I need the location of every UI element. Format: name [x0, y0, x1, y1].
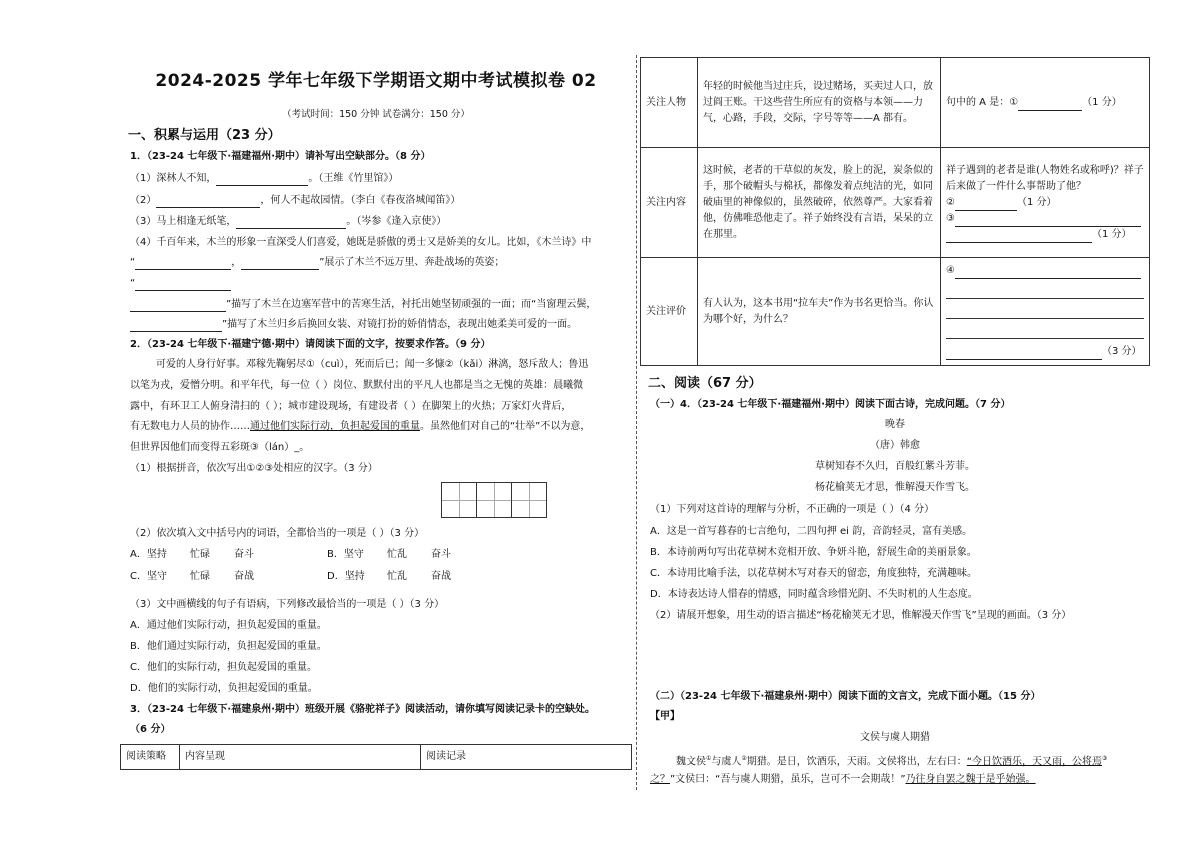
- q2-heading: 2．（23-24 七年级下·福建宁德·期中）请阅读下面的文字，按要求作答。（9 分）: [130, 339, 491, 350]
- q2-option-3c: C．他们的实际行动，担负起爱国的重量。: [130, 662, 317, 673]
- q2-sub-1: （1）根据拼音，依次写出①②③处相应的汉字。（3 分）: [130, 463, 378, 474]
- q2-passage-line: 以笔为戎，爱憎分明。和平年代，每一位（ ）岗位、默默付出的平凡人也都是当之无愧的英雄：晨曦微: [130, 380, 584, 391]
- q4-sub-2: （2）请展开想象，用生动的语言描述“杨花榆荚无才思，惟解漫天作雪飞”呈现的画面。（3 分）: [650, 610, 1072, 621]
- passage-line: 之？”文侯曰：“吾与虞人期猎，虽乐，岂可不一会期哉！”乃往身自罢之魏于是乎始强。: [650, 774, 1036, 785]
- passage-label: 【甲】: [650, 711, 680, 722]
- poem-line: 杨花榆荚无才思，惟解漫天作雪飞。: [815, 482, 975, 493]
- character-grid[interactable]: [442, 482, 547, 518]
- underlined-sentence: 乃往身自罢之魏于是乎始强。: [905, 774, 1036, 785]
- section-1-heading: 一、积累与运用（23 分）: [128, 128, 281, 143]
- q1-line-6: “: [130, 277, 231, 291]
- poem-line: 草树知春不久归，百般红紫斗芳菲。: [815, 461, 975, 472]
- answer-blank[interactable]: [216, 174, 308, 186]
- answer-line[interactable]: [946, 324, 1144, 339]
- passage-line: 魏文侯①与虞人②期猎。是日，饮酒乐，天雨。文侯将出，左右曰：“今日饮酒乐，天又雨，公将焉③: [676, 755, 1108, 768]
- q2-option-2-word: 奋战: [431, 571, 451, 582]
- grid-cell[interactable]: [476, 482, 512, 518]
- record-cell: 祥子遇到的老者是谁(人物姓名或称呼)？祥子后来做了一件什么事帮助了他？ ② （1 分） ③ （1 分）: [941, 148, 1150, 258]
- q1-heading: 1．（23-24 七年级下·福建福州·期中）请补写出空缺部分。（8 分）: [130, 151, 431, 162]
- answer-blank[interactable]: [955, 215, 1141, 227]
- q2-passage-line: 可爱的人身行好事。邓稼先鞠躬尽①（cuì），死而后已；闻一多慷②（kǎi）淋漓，怒斥敌人；鲁迅: [156, 359, 589, 370]
- col-record: 阅读记录: [421, 745, 632, 770]
- strategy-cell: 关注评价: [641, 258, 698, 366]
- q2-option-2-word: C．坚守: [130, 571, 167, 582]
- answer-blank[interactable]: [241, 258, 319, 270]
- answer-blank[interactable]: [955, 267, 1141, 279]
- q2-option-3b: B．他们通过实际行动，负担起爱国的重量。: [130, 641, 327, 652]
- left-column: [120, 0, 632, 849]
- q4-heading: （一）4．（23-24 七年级下·福建福州·期中）阅读下面古诗，完成问题。（7 分）: [650, 399, 1011, 410]
- q2-passage-line: 露中，有环卫工人俯身清扫的（ ）；城市建设现场，有建设者（ ）在脚架上的火热；万家灯火背后，: [130, 401, 572, 412]
- right-column: [640, 0, 1150, 849]
- record-question: 祥子遇到的老者是谁(人物姓名或称呼)？祥子后来做了一件什么事帮助了他？: [946, 164, 1144, 192]
- poem-author: （唐）韩愈: [870, 440, 920, 451]
- answer-blank[interactable]: [946, 348, 1102, 360]
- answer-blank[interactable]: [946, 231, 1092, 243]
- q2-option-2-word: 奋斗: [431, 549, 451, 560]
- content-cell: 有人认为，这本书用“拉车夫”作为书名更恰当。你认为哪个好，为什么？: [698, 258, 941, 366]
- q4-option-b: B．本诗前两句写出花草树木竞相开放、争妍斗艳，舒展生命的美丽景象。: [650, 547, 977, 558]
- q1-line-5: “ ， ”展示了木兰不远万里、奔赴战场的英姿；: [130, 257, 505, 268]
- answer-blank[interactable]: [130, 300, 226, 312]
- paper-title: 2024-2025 学年七年级下学期语文期中考试模拟卷 02: [155, 71, 597, 91]
- content-cell: 这时候，老者的干草似的灰发，脸上的泥，炭条似的手，那个破帽头与棉袄，都像发着点纯洁的光，如同破庙里的神像似的，虽然破碎，依然尊严。大家看着他，仿佛唯恐他走了。祥子始终没有言语，呆呆的立在那里。: [698, 148, 941, 258]
- table-row: [641, 258, 1150, 366]
- answer-blank[interactable]: [156, 196, 260, 208]
- note-marker: ②: [741, 755, 747, 762]
- q2-option-2-word: B．坚守: [327, 549, 364, 560]
- note-marker: ①: [706, 755, 712, 762]
- q1-line-4: （4）千百年来，木兰的形象一直深受人们喜爱，她既是骄傲的勇士又是娇美的女儿。比如，《木兰诗》中: [130, 237, 592, 248]
- q1-line-3: （3）马上相逢无纸笔， 。（岑参《逢入京使》）: [130, 216, 447, 227]
- q2-option-2-word: 忙碌: [190, 571, 210, 582]
- table-row: [641, 148, 1150, 258]
- section-2-heading: 二、阅读（67 分）: [648, 376, 762, 391]
- underlined-sentence: 通过他们实际行动，负担起爱国的重量: [250, 421, 420, 432]
- col-content: 内容呈现: [180, 745, 421, 770]
- answer-line[interactable]: [946, 304, 1144, 319]
- exam-info: （考试时间：150 分钟 试卷满分：150 分）: [282, 109, 470, 120]
- reading-record-table-header: [120, 744, 632, 770]
- underlined-sentence: “今日饮酒乐，天又雨，公将焉: [966, 756, 1102, 768]
- strategy-cell: 关注内容: [641, 148, 698, 258]
- column-divider: [636, 55, 637, 790]
- note-marker: ③: [1101, 755, 1108, 762]
- q1-line-2: （2） ，何人不起故园情。（李白《春夜洛城闻笛》）: [130, 195, 461, 206]
- answer-blank[interactable]: [135, 279, 231, 291]
- q2-option-2-word: 奋斗: [234, 549, 254, 560]
- col-strategy: 阅读策略: [121, 745, 180, 770]
- q2-option-2-word: 忙乱: [387, 549, 407, 560]
- q2-sub-2: （2）依次填入文中括号内的词语，全都恰当的一项是（ ）（3 分）: [130, 528, 425, 539]
- q2-option-2-word: 忙乱: [387, 571, 407, 582]
- grid-cell[interactable]: [511, 482, 547, 518]
- answer-blank[interactable]: [955, 199, 1017, 211]
- reading-record-table: [640, 57, 1150, 366]
- q1-line-8: ”描写了木兰归乡后换回女装、对镜打扮的娇俏情态，表现出她柔美可爱的一面。: [130, 318, 577, 332]
- q4-option-c: C．本诗用比喻手法，以花草树木写对春天的留恋，角度独特，充满趣味。: [650, 568, 977, 579]
- content-cell: 年轻的时候他当过庄兵，设过赌场，买卖过人口，放过阎王账。干这些营生所应有的资格与本领——力气，心路，手段，交际，字号等等——A 都有。: [698, 58, 941, 148]
- q2-passage-line: 但世界因他们而变得五彩斑③（lán）_。: [130, 442, 310, 453]
- answer-blank[interactable]: [130, 320, 222, 332]
- table-row: [641, 58, 1150, 148]
- q1-line-1: （1）深林人不知， 。（王维《竹里馆》）: [130, 173, 399, 184]
- passage-title: 文侯与虞人期猎: [860, 732, 930, 743]
- q2-option-2-word: A．坚持: [130, 549, 167, 560]
- q4-option-a: A．这是一首写暮春的七言绝句，二四句押 ei 韵，音韵轻灵，富有美感。: [650, 526, 973, 537]
- q1-line-7: ”描写了木兰在边塞军营中的苦寒生活，衬托出她坚韧顽强的一面；而“当窗理云鬓，: [130, 298, 596, 312]
- q3-points: （6 分）: [130, 724, 171, 735]
- q2-passage-line: 有无数电力人员的协作……通过他们实际行动，负担起爱国的重量。虽然他们对自己的“壮举”不以为意，: [130, 421, 591, 432]
- q2-option-2-word: 奋战: [234, 571, 254, 582]
- answer-blank[interactable]: [236, 217, 346, 229]
- answer-blank[interactable]: [1018, 99, 1082, 111]
- q2-option-3a: A．通过他们实际行动，担负起爱国的重量。: [130, 620, 327, 631]
- q2-sub-3: （3）文中画横线的句子有语病，下列修改最恰当的一项是（ ）（3 分）: [130, 599, 445, 610]
- q4-option-d: D．本诗表达诗人惜春的情感，同时蕴含珍惜光阴、不失时机的人生态度。: [650, 589, 978, 600]
- grid-cell[interactable]: [441, 482, 477, 518]
- q2-option-2-word: 忙碌: [190, 549, 210, 560]
- q2-option-2-word: D．坚持: [327, 571, 365, 582]
- underlined-sentence: 之？: [650, 774, 670, 785]
- answer-blank[interactable]: [135, 258, 231, 270]
- record-cell: 句中的 A 是：① （1 分）: [941, 58, 1150, 148]
- q5-heading: （二）（23-24 七年级下·福建泉州·期中）阅读下面的文言文，完成下面小题。（15 分）: [650, 691, 1041, 702]
- record-cell: ④ （3 分）: [941, 258, 1150, 366]
- poem-title: 晚春: [885, 419, 905, 430]
- q4-sub-1: （1）下列对这首诗的理解与分析，不正确的一项是（ ）（4 分）: [650, 504, 935, 515]
- strategy-cell: 关注人物: [641, 58, 698, 148]
- q3-heading: 3．（23-24 七年级下·福建泉州·期中）班级开展《骆驼祥子》阅读活动，请你填写阅读记录卡的空缺处。: [130, 704, 596, 715]
- answer-line[interactable]: [946, 284, 1144, 299]
- q2-option-3d: D．他们的实际行动，负担起爱国的重量。: [130, 683, 318, 694]
